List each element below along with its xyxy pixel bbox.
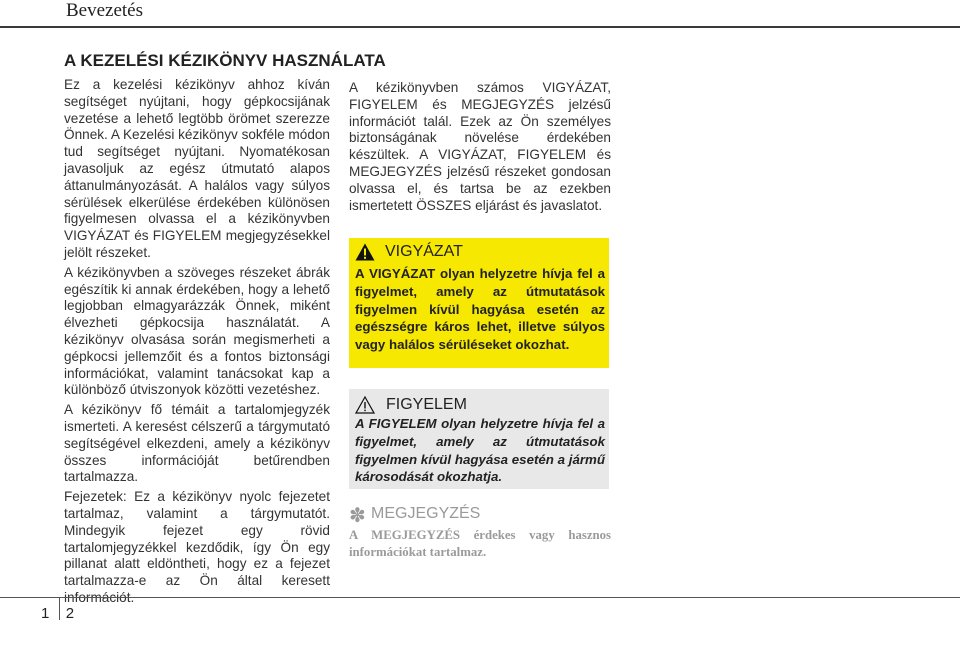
warning-box [349,238,609,368]
note-text: A MEGJEGYZÉS érdekes vagy hasznos információkat tartalmaz. [349,528,611,559]
page-number-value: 2 [65,605,75,622]
caution-box [349,389,609,489]
page-header [0,0,960,28]
paragraph: A kézikönyvben a szöveges részeket ábrák egészítik ki annak érdekében, hogy a lehető legjobban elmagyarázzák Önnek, miként élvezheti gépkocsija használatát. A kézikönyv olvasása során megismerheti a gépkocsi jellemzőit és a fontos biztonsági információkat, valamint tanácsokat kap a különböző útviszonyok közötti vezetéshez. [64,264,330,398]
note-title: MEGJEGYZÉS [371,505,481,522]
section-title: Bevezetés [66,0,144,21]
page-title: A KEZELÉSI KÉZIKÖNYV HASZNÁLATA [64,51,386,70]
page-number [41,605,74,622]
footer-divider [0,597,960,598]
warning-text: A VIGYÁZAT olyan helyzetre hívja fel a figyelmet, amely az útmutatások figyelmen kívül hagyása esetén az egészségre káros lehet, illetve súlyos vagy halálos sérüléseket okozhat. [355,266,605,353]
intro-paragraph: A kézikönyvben számos VIGYÁZAT, FIGYELEM és MEGJEGYZÉS jelzésű információt talál. Ezek az Ön személyes biztonságának növelése érdekében készültek. A VIGYÁZAT, FIGYELEM és MEGJEGYZÉS jelzésű részeket gondosan olvassa el, és tartsa be az ezekben ismertetett ÖSSZES eljárást és javaslatot. [349,80,611,213]
warning-title: VIGYÁZAT [385,243,463,260]
paragraph: A kézikönyv fő témáit a tartalomjegyzék ismerteti. A keresést célszerű a tárgymutató segítségével elkezdeni, amely a kézikönyv összes információját betűrendben tartalmazza. [64,402,330,485]
warning-triangle-icon [355,243,375,261]
right-column [349,80,611,217]
caution-triangle-icon [355,396,375,414]
left-column [64,77,330,610]
asterisk-icon: ✽ [349,503,366,527]
paragraph: Fejezetek: Ez a kézikönyv nyolc fejezetet tartalmaz, valamint a tárgymutatót. Mindegyik fejezet egy rövid tartalomjegyzékkel kezdődik, így Ön egy pillanat alatt eldöntheti, hogy ez a fejezet tartalmazza-e az Ön által keresett információt. [64,489,330,605]
paragraph: Ez a kezelési kézikönyv ahhoz kíván segítséget nyújtani, hogy gépkocsijának vezetése a lehető legtöbb örömet szerezze Önnek. A Kezelési kézikönyv sokféle módon tud segítséget nyújtani. Nyomatékosan javasoljuk az egész útmutató alapos áttanulmányozását. A halálos vagy súlyos sérülések elkerülése érdekében különösen figyelmesen olvassa el a kézikönyvben VIGYÁZAT és FIGYELEM megjegyzésekkel jelölt részeket. [64,77,330,260]
caution-title: FIGYELEM [386,396,467,413]
chapter-number: 1 [41,605,50,622]
caution-text: A FIGYELEM olyan helyzetre hívja fel a figyelmet, amely az útmutatások figyelmen kívül hagyása esetén a jármű károsodását okozhatja. [355,416,605,485]
